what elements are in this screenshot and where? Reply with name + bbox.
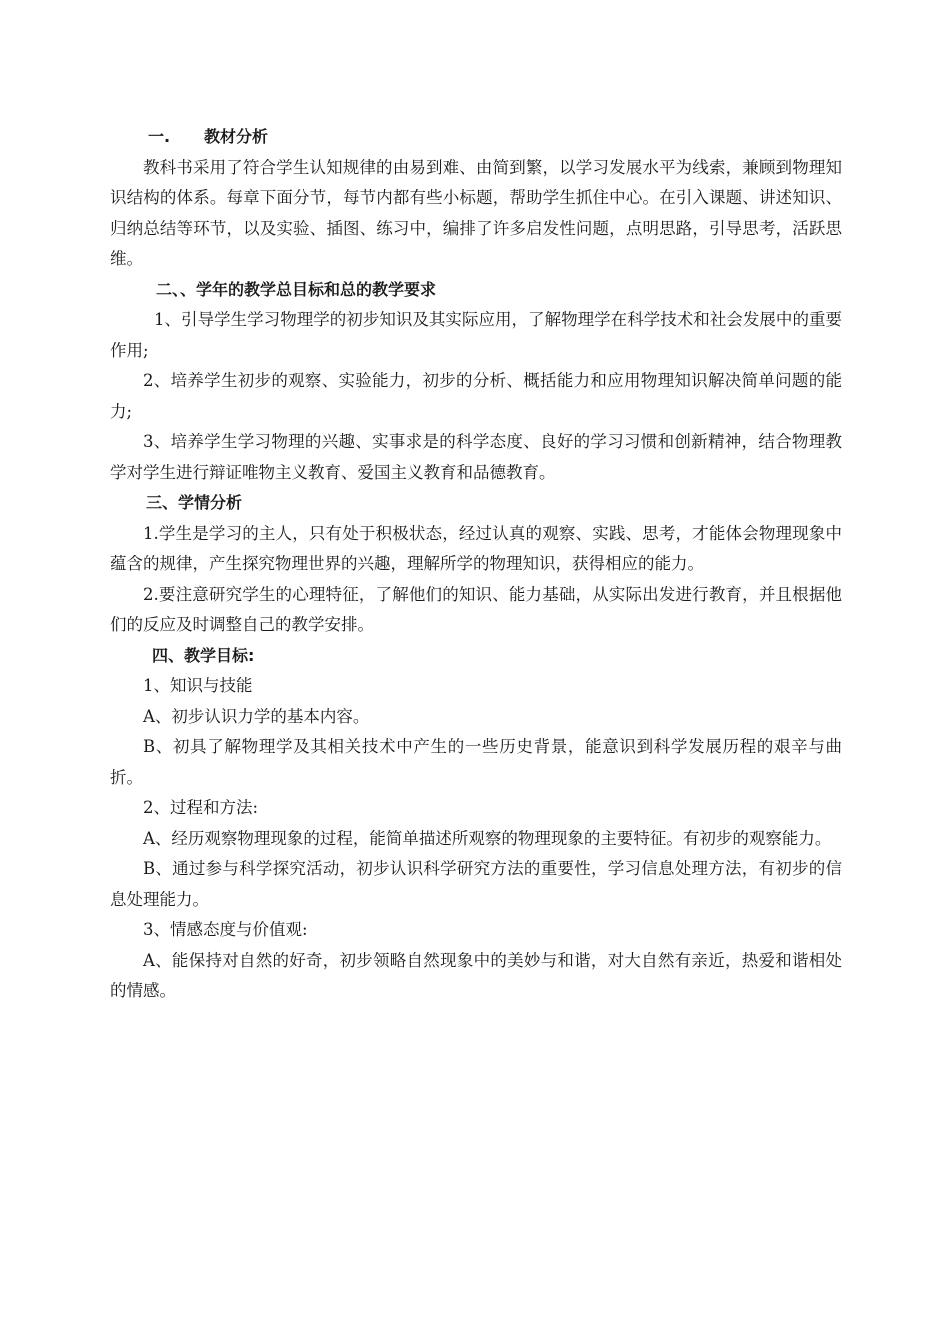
section-4-line-3: B、初具了解物理学及其相关技术中产生的一些历史背景，能意识到科学发展历程的艰辛与曲折。 [110, 737, 842, 787]
section-1-heading [110, 122, 842, 153]
section-4-line-1: 1、知识与技能 [143, 676, 253, 695]
section-4-line-7: 3、情感态度与价值观: [143, 920, 308, 939]
section-4-line-2: A、初步认识力学的基本内容。 [143, 706, 370, 726]
section-4-line-8: A、能保持对自然的好奇，初步领略自然现象中的美妙与和谐，对大自然有亲近，热爱和谐相处的情感。 [110, 950, 842, 1000]
section-1-title: 教材分析 [204, 127, 269, 146]
section-2-item-3: 3、培养学生学习物理的兴趣、实事求是的科学态度、良好的学习习惯和创新精神，结合物理教学对学生进行辩证唯物主义教育、爱国主义教育和品德教育。 [110, 432, 842, 482]
section-3-item-2: 2.要注意研究学生的心理特征，了解他们的知识、能力基础，从实际出发进行教育，并且根据他们的反应及时调整自己的教学安排。 [110, 584, 842, 634]
section-4-heading: 四、教学目标: [152, 645, 255, 665]
section-2-item-2: 2、培养学生初步的观察、实验能力，初步的分析、概括能力和应用物理知识解决简单问题的能力; [110, 371, 842, 421]
section-1-number: 一. [148, 127, 171, 146]
section-1-paragraph: 教科书采用了符合学生认知规律的由易到难、由简到繁，以学习发展水平为线索，兼顾到物理知识结构的体系。每章下面分节，每节内都有些小标题，帮助学生抓住中心。在引入课题、讲述知识、归纳总结等环节，以及实验、插图、练习中，编排了许多启发性问题，点明思路，引导思考，活跃思维。 [110, 157, 842, 268]
section-4-line-6: B、通过参与科学探究活动，初步认识科学研究方法的重要性，学习信息处理方法，有初步的信息处理能力。 [110, 859, 842, 909]
section-2-heading: 二、、学年的教学总目标和总的教学要求 [156, 279, 437, 299]
document-body [110, 122, 842, 1007]
section-3-item-1: 1.学生是学习的主人，只有处于积极状态，经过认真的观察、实践、思考，才能体会物理现象中蕴含的规律，产生探究物理世界的兴趣，理解所学的物理知识，获得相应的能力。 [110, 523, 842, 573]
section-4-line-4: 2、过程和方法: [143, 798, 259, 817]
section-4-line-5: A、经历观察物理现象的过程，能简单描述所观察的物理现象的主要特征。有初步的观察能力。 [143, 828, 832, 848]
section-3-heading: 三、学情分析 [146, 493, 243, 512]
section-2-item-1: 1、引导学生学习物理学的初步知识及其实际应用，了解物理学在科学技术和社会发展中的重要作用; [110, 310, 842, 360]
